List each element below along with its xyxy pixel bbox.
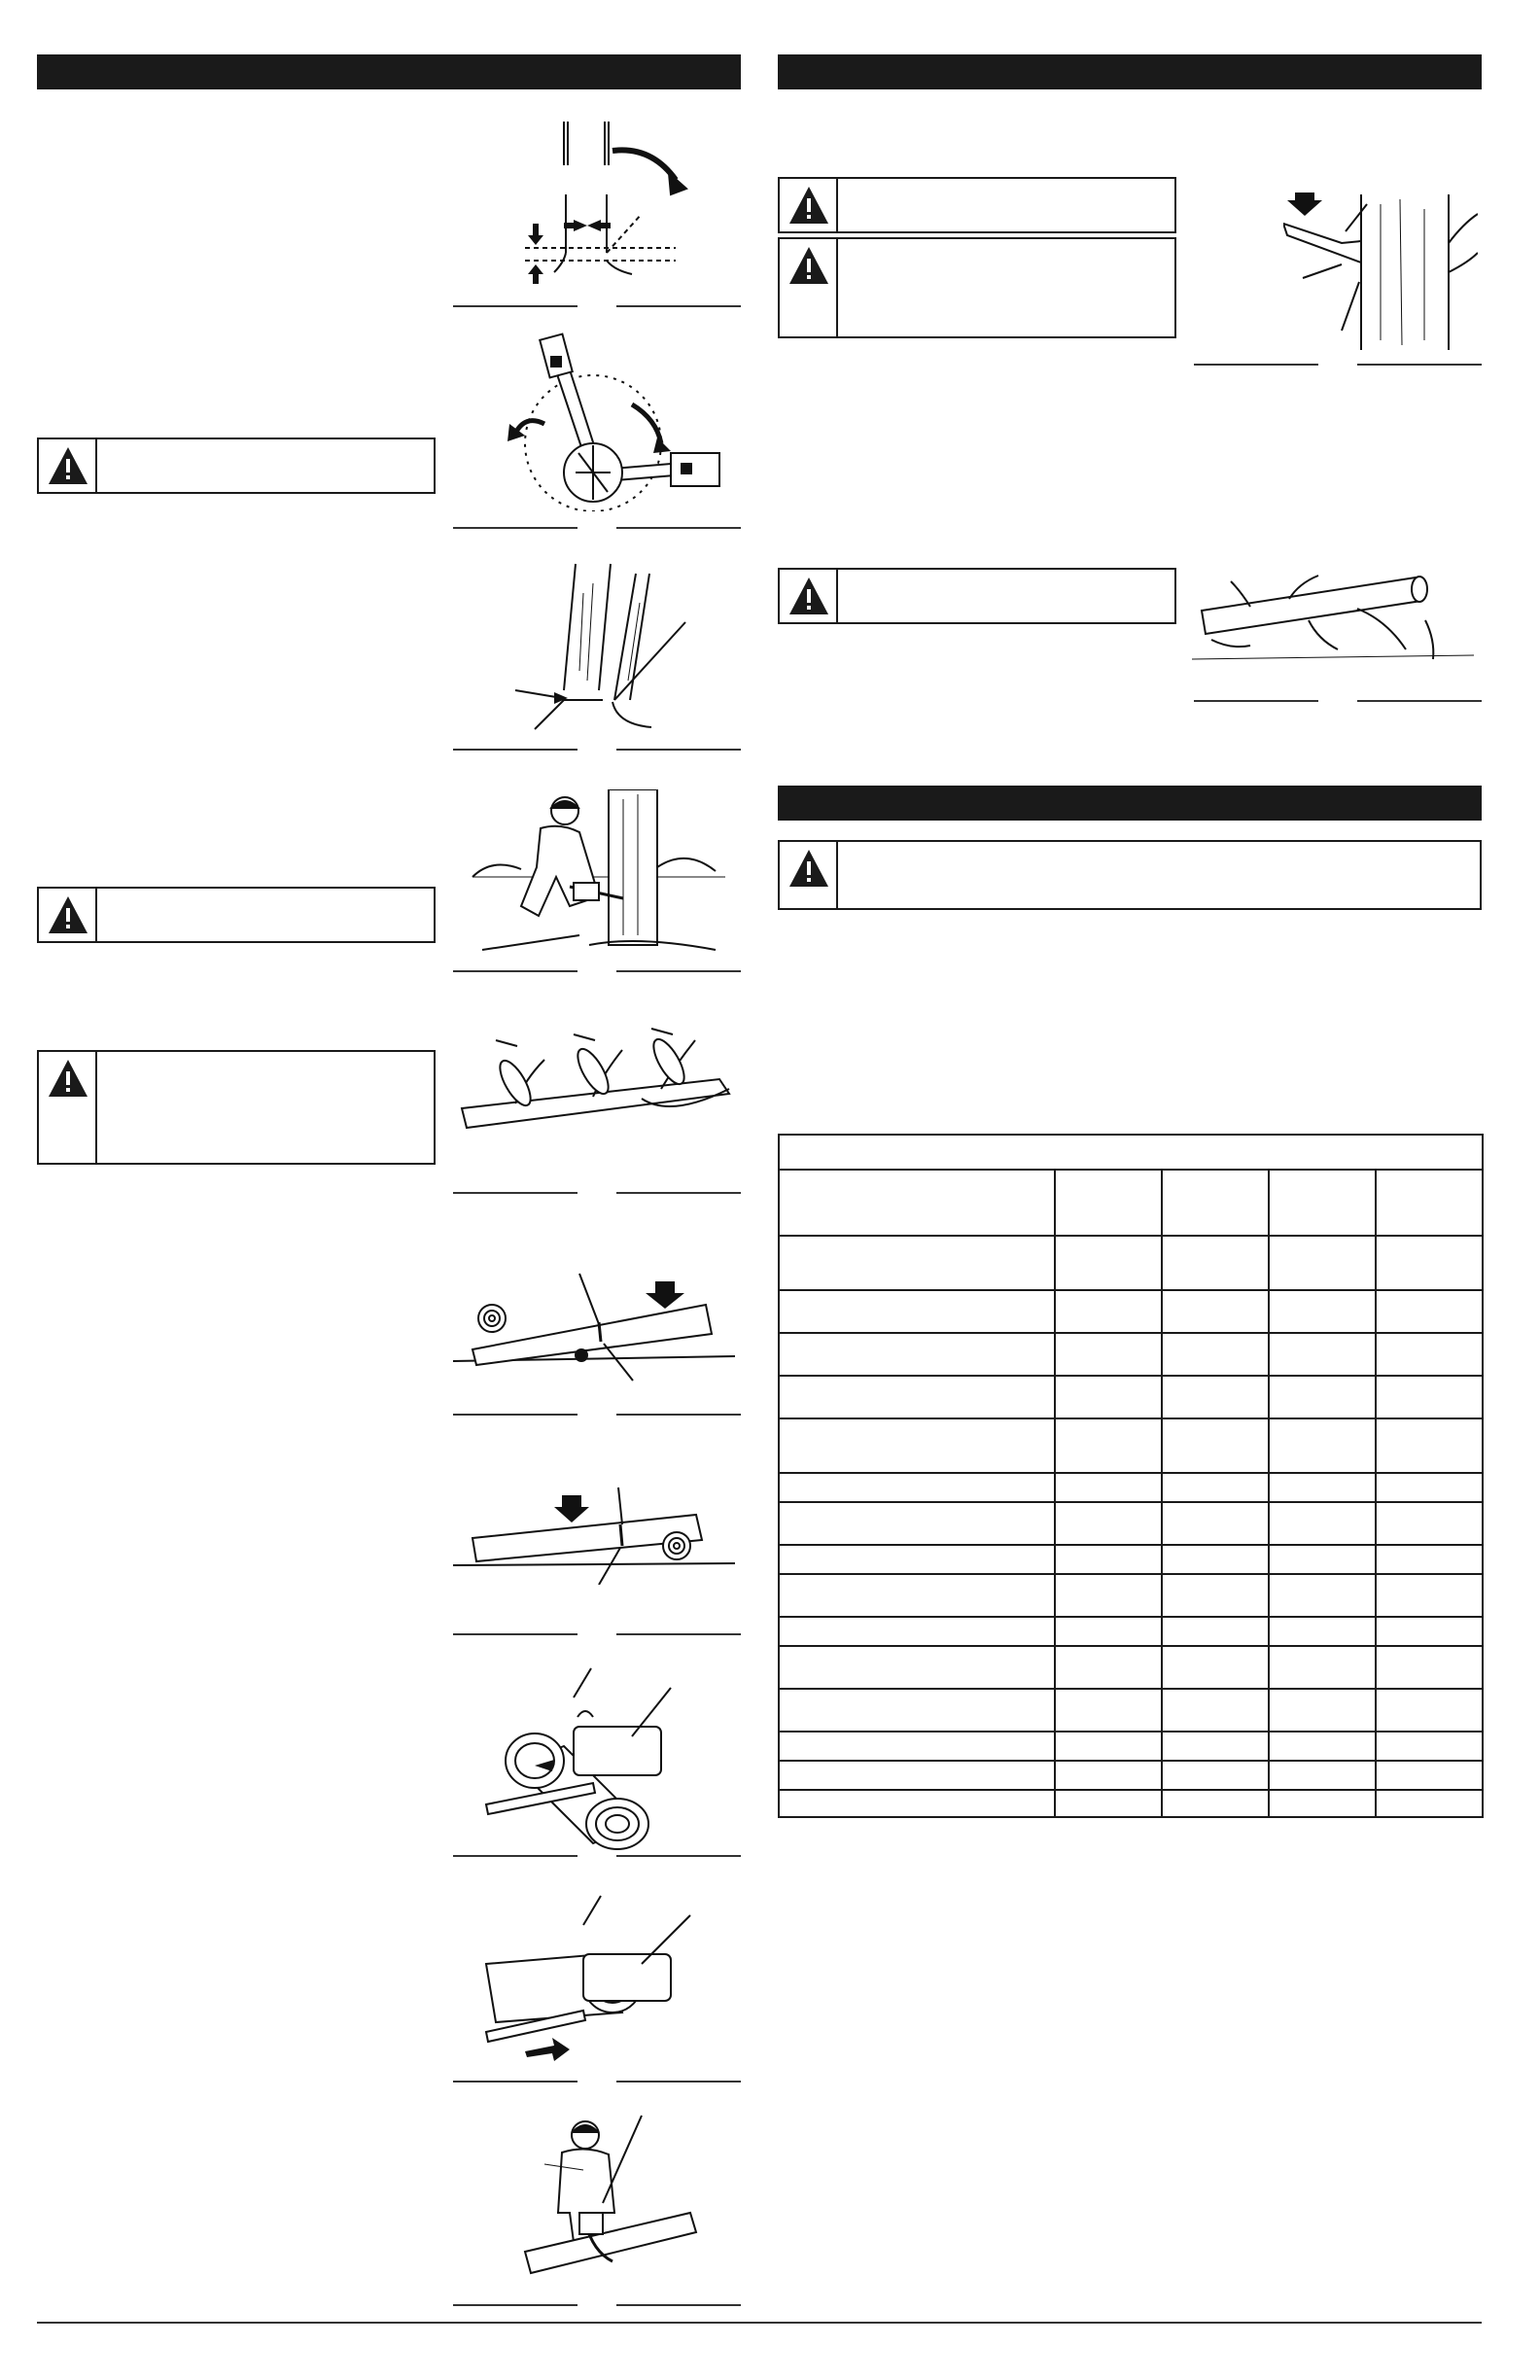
warning-triangle-icon [780, 179, 838, 231]
figure-caption-line [453, 527, 578, 529]
figure-caption-line [1194, 364, 1318, 366]
warning-triangle-icon [780, 239, 838, 336]
warning-triangle-icon [780, 842, 838, 908]
figure-caption-line [616, 1855, 741, 1857]
warning-box-left-3 [37, 1050, 436, 1165]
warning-box-right-4 [778, 840, 1482, 910]
warning-box-right-2 [778, 237, 1176, 338]
left-header-bar [37, 54, 741, 89]
kickback-zone-illustration [486, 327, 729, 511]
maintenance-schedule-table [778, 1134, 1484, 1818]
operator-bucking-log [506, 2106, 700, 2291]
figure-caption-line [616, 1192, 741, 1194]
table-row [779, 1290, 1483, 1333]
log-supported-one-end [453, 1264, 741, 1390]
figure-caption-line [453, 970, 578, 972]
table-row [779, 1376, 1483, 1418]
table-row [779, 1761, 1483, 1790]
figure-caption-line [616, 970, 741, 972]
table-row [779, 1333, 1483, 1376]
table-row [779, 1545, 1483, 1574]
right-header-bar [778, 54, 1482, 89]
table-header-row [779, 1170, 1483, 1236]
table-title [779, 1135, 1483, 1170]
figure-caption-line [616, 1633, 741, 1635]
table-row [779, 1473, 1483, 1502]
figure-caption-line [453, 2081, 578, 2082]
fallen-tree-branches [1192, 562, 1484, 669]
footer-rule [37, 2322, 1482, 2324]
hinge-cut-diagram [506, 554, 719, 749]
figure-caption-line [616, 2304, 741, 2306]
warning-triangle-icon [39, 889, 97, 941]
limbing-illustration [457, 1021, 739, 1138]
figure-caption-line [616, 2081, 741, 2082]
figure-caption-line [1194, 700, 1318, 702]
table-row [779, 1646, 1483, 1689]
warning-box-right-1 [778, 177, 1176, 233]
bucking-bottom-cut [476, 1886, 719, 2071]
figure-caption-line [453, 1855, 578, 1857]
section-header-bar [778, 786, 1482, 821]
figure-caption-line [453, 1414, 578, 1416]
figure-caption-line [1357, 364, 1482, 366]
figure-caption-line [616, 305, 741, 307]
table-row [779, 1236, 1483, 1290]
figure-caption-line [453, 1633, 578, 1635]
figure-caption-line [453, 1192, 578, 1194]
warning-triangle-icon [780, 570, 838, 622]
warning-triangle-icon [39, 1052, 97, 1163]
figure-caption-line [616, 527, 741, 529]
figure-caption-line [616, 749, 741, 751]
warning-triangle-icon [39, 439, 97, 492]
figure-caption-line [1357, 700, 1482, 702]
warning-box-left-1 [37, 438, 436, 494]
figure-caption-line [616, 1414, 741, 1416]
figure-caption-line [453, 2304, 578, 2306]
table-row [779, 1418, 1483, 1473]
table-row [779, 1689, 1483, 1732]
bucking-top-cut [476, 1659, 719, 1853]
table-row [779, 1732, 1483, 1761]
operator-felling-tree [463, 789, 739, 964]
table-row [779, 1502, 1483, 1545]
log-supported-both-ends [453, 1478, 741, 1585]
warning-box-right-3 [778, 568, 1176, 624]
table-row [779, 1574, 1483, 1617]
felling-notch-diagram [506, 117, 700, 292]
figure-caption-line [453, 749, 578, 751]
tree-side-cut-diagram [1283, 185, 1478, 360]
warning-box-left-2 [37, 887, 436, 943]
table-row [779, 1790, 1483, 1817]
table-row [779, 1617, 1483, 1646]
figure-caption-line [453, 305, 578, 307]
